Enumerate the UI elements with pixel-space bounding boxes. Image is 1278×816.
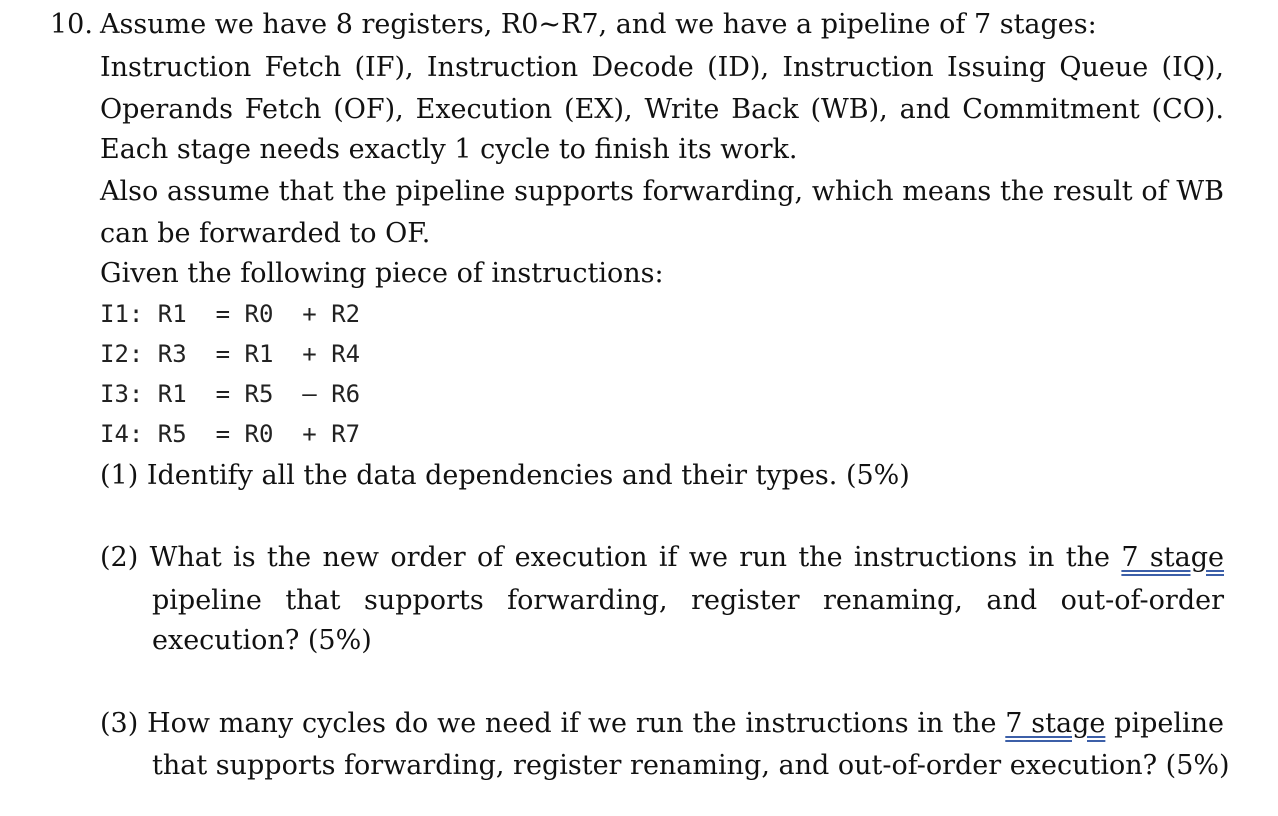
intro-line-7: Given the following piece of instructions: [100,258,664,289]
intro-line-5: Also assume that the pipeline supports forwarding, which means the result of WB [100,176,1224,207]
part-2-line-2: pipeline that supports forwarding, register renaming, and out-of-order [152,585,1224,616]
part-3-text-after: pipeline [1105,708,1225,739]
part-3-text: (3) How many cycles do we need if we run the instructions in the [100,708,1006,739]
instruction-i1: I1: R1 = R0 + R2 [100,300,361,328]
intro-line-2: Instruction Fetch (IF), Instruction Decode (ID), Instruction Issuing Queue (IQ), [100,52,1224,83]
intro-line-4: Each stage needs exactly 1 cycle to finish its work. [100,134,798,165]
part-3-line-2: that supports forwarding, register renaming, and out-of-order execution? (5%) [152,750,1230,781]
instruction-i4: I4: R5 = R0 + R7 [100,420,361,448]
intro-line-3: Operands Fetch (OF), Execution (EX), Write Back (WB), and Commitment (CO). [100,94,1224,125]
part-3-line-1 [100,707,1224,741]
intro-line-6: can be forwarded to OF. [100,218,431,249]
part-2-line-3: execution? (5%) [152,625,372,656]
part-2-line-1 [100,541,1224,575]
part-2-underlined-term: 7 stage [1121,542,1224,573]
part-2-text: (2) What is the new order of execution if we run the instructions in the [100,542,1122,573]
instruction-i3: I3: R1 = R5 – R6 [100,380,361,408]
intro-line-1: Assume we have 8 registers, R0~R7, and we have a pipeline of 7 stages: [100,9,1097,40]
part-1: (1) Identify all the data dependencies and their types. (5%) [100,460,910,491]
instruction-i2: I2: R3 = R1 + R4 [100,340,361,368]
part-3-underlined-term: 7 stage [1005,708,1106,739]
question-number: 10. [50,9,93,40]
